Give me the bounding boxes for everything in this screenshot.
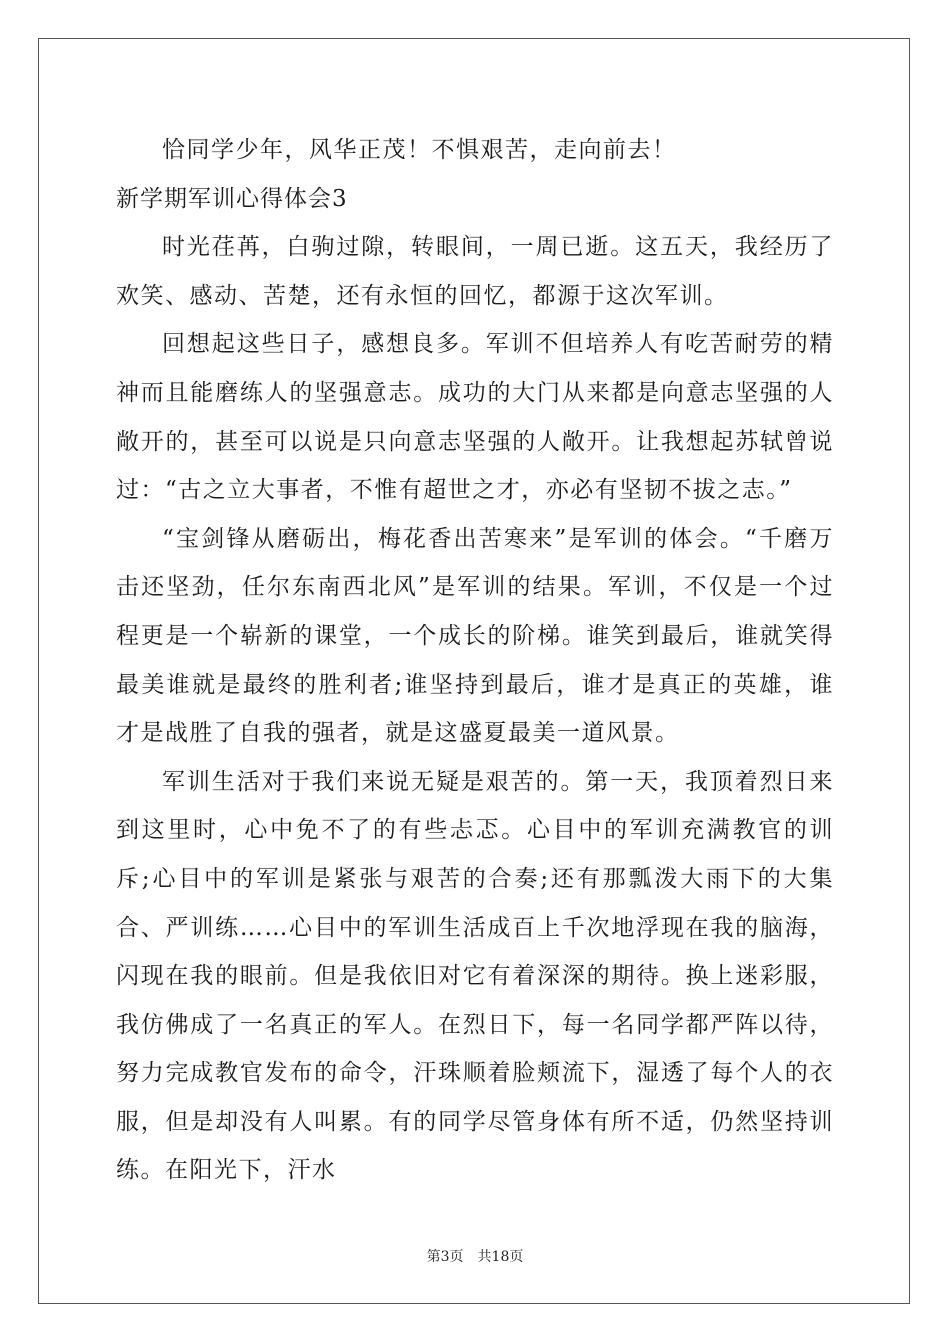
document-body (116, 126, 834, 1195)
page-total: 共18页 (477, 1249, 524, 1265)
paragraph-proverb: “宝剑锋从磨砺出，梅花香出苦寒来”是军训的体会。“千磨万击还坚劲，任尔东南西北风”是军训的结果。军训，不仅是一个过程更是一个崭新的课堂，一个成长的阶梯。谁笑到最后，谁就笑得最美谁就是最终的胜利者;谁坚持到最后，谁才是真正的英雄，谁才是战胜了自我的强者，就是这盛夏最美一道风景。 (116, 525, 834, 747)
page-footer (0, 1248, 950, 1266)
paragraph-training-life: 军训生活对于我们来说无疑是艰苦的。第一天，我顶着烈日来到这里时，心中免不了的有些忐忑。心目中的军训充满教官的训斥;心目中的军训是紧张与艰苦的合奏;还有那瓢泼大雨下的大集合、严训练……心目中的军训生活成百上千次地浮现在我的脑海，闪现在我的眼前。但是我依旧对它有着深深的期待。换上迷彩服，我仿佛成了一名真正的军人。在烈日下，每一名同学都严阵以待，努力完成教官发布的命令，汗珠顺着脸颊流下，湿透了每个人的衣服，但是却没有人叫累。有的同学尽管身体有所不适，仍然坚持训练。在阳光下，汗水 (116, 768, 834, 1184)
page-number: 第3页 (426, 1249, 464, 1265)
paragraph-reflection: 回想起这些日子，感想良多。军训不但培养人有吃苦耐劳的精神而且能磨练人的坚强意志。成功的大门从来都是向意志坚强的人敞开的，甚至可以说是只向意志坚强的人敞开。让我想起苏轼曾说过：“古之立大事者，不惟有超世之才，亦必有坚韧不拔之志。” (116, 331, 834, 504)
section-heading: 新学期军训心得体会3 (116, 185, 348, 212)
paragraph-closing-line: 恰同学少年，风华正茂！不惧艰苦，走向前去！ (162, 137, 677, 163)
paragraph-intro: 时光荏苒，白驹过隙，转眼间，一周已逝。这五天，我经历了欢笑、感动、苦楚，还有永恒的回忆，都源于这次军训。 (116, 234, 834, 309)
